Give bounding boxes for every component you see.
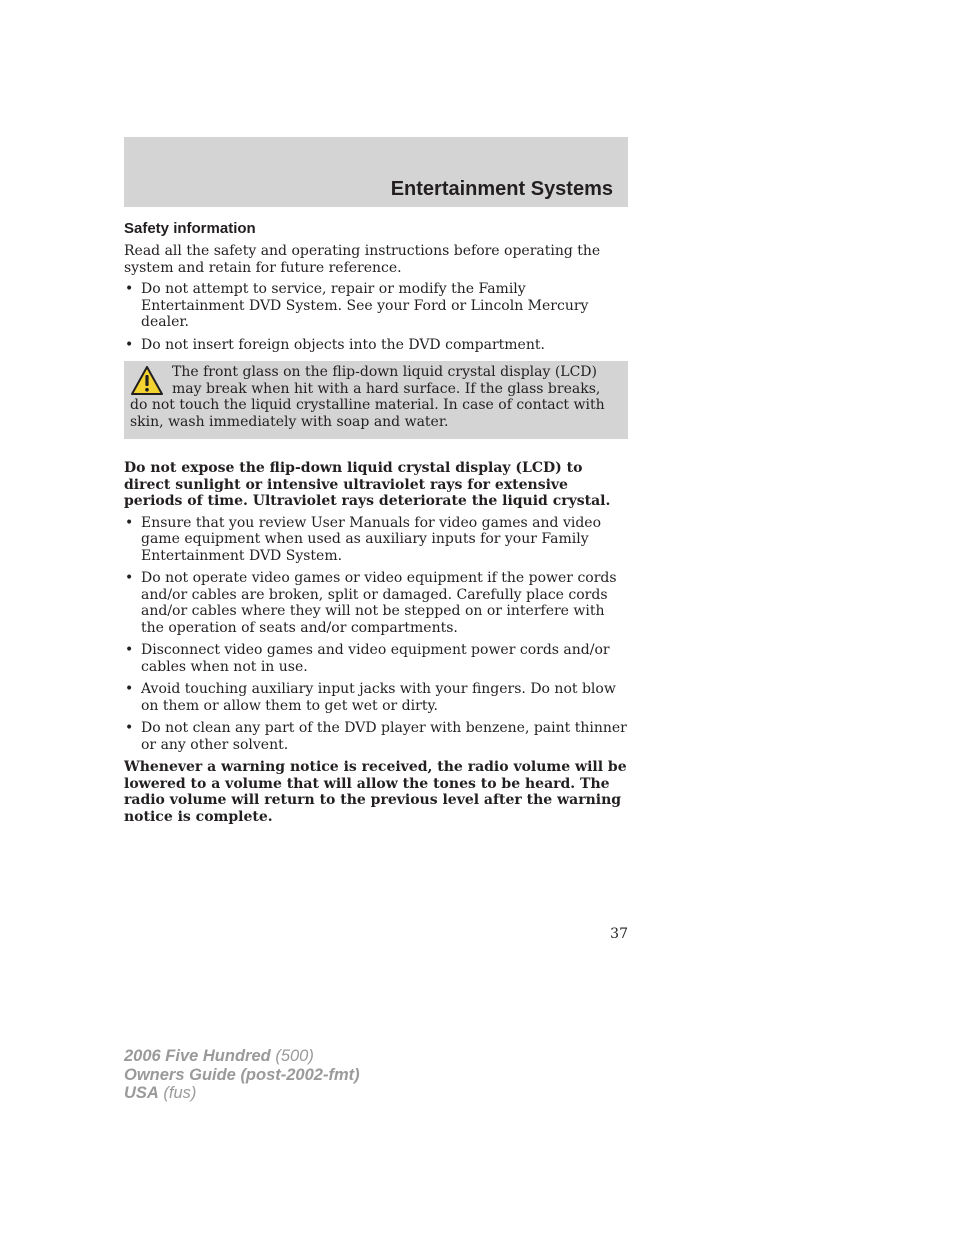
- list-item: [124, 281, 628, 331]
- bullet-mark: •: [125, 514, 134, 531]
- footer-model-code: (500): [270, 1047, 314, 1065]
- footer-guide: Owners Guide (post-2002-fmt): [124, 1065, 360, 1084]
- list-item-text: Do not operate video games or video equipment if the power cords and/or cables are broken, split or damaged. Carefully place cords and/or cables where they will not be stepped on or interfere with the operation of seats and/or compartments.: [141, 570, 617, 636]
- list-item-text: Disconnect video games and video equipment power cords and/or cables when not in use.: [141, 642, 610, 675]
- footer-line-1: [124, 1047, 360, 1066]
- list-item: [124, 681, 628, 714]
- bullet-mark: •: [125, 336, 134, 353]
- warning-box: [124, 361, 628, 439]
- page-number: 37: [610, 926, 628, 942]
- bullet-list-2: [124, 515, 628, 754]
- list-item-text: Do not attempt to service, repair or modify the Family Entertainment DVD System. See your Ford or Lincoln Mercury dealer.: [141, 281, 589, 330]
- warning-triangle-icon: [130, 365, 164, 397]
- section-heading: Safety information: [124, 220, 256, 237]
- intro-paragraph: Read all the safety and operating instructions before operating the system and retain for future reference.: [124, 243, 601, 276]
- list-item-text: Avoid touching auxiliary input jacks with your fingers. Do not blow on them or allow them to get wet or dirty.: [141, 681, 616, 714]
- bullet-mark: •: [125, 681, 134, 697]
- bullet-list-1: [124, 281, 628, 353]
- footer-market: USA: [124, 1084, 159, 1102]
- main-content: [124, 220, 628, 830]
- list-item: [124, 337, 628, 354]
- bullet-mark: •: [125, 570, 134, 586]
- footer-line-3: [124, 1084, 360, 1103]
- bullet-mark: •: [125, 642, 134, 658]
- footer-line-2: [124, 1066, 360, 1085]
- page-title: Entertainment Systems: [390, 178, 613, 200]
- list-item: [124, 515, 628, 565]
- bold-notice-radio: Whenever a warning notice is received, the radio volume will be lowered to a volume that will allow the tones to be heard. The radio volume will return to the previous level after the warning notice is complete.: [124, 759, 627, 825]
- header-band: [124, 137, 628, 207]
- footer: [124, 1047, 360, 1103]
- list-item: [124, 570, 628, 636]
- footer-model: 2006 Five Hundred: [124, 1047, 271, 1065]
- list-item-text: Do not clean any part of the DVD player with benzene, paint thinner or any other solvent.: [141, 720, 627, 753]
- list-item-text: Ensure that you review User Manuals for video games and video game equipment when used as auxiliary inputs for your Family Entertainment DVD System.: [141, 514, 602, 564]
- warning-text: The front glass on the flip-down liquid crystal display (LCD) may break when hit with a hard surface. If the glass breaks, do not touch the liquid crystalline material. In case of contact with skin, wash immediately with soap and water.: [130, 364, 605, 430]
- footer-market-code: (fus): [158, 1084, 197, 1102]
- list-item-text: Do not insert foreign objects into the DVD compartment.: [141, 336, 545, 353]
- list-item: [124, 720, 628, 753]
- bullet-mark: •: [125, 281, 134, 297]
- bold-notice-lcd: Do not expose the flip-down liquid crystal display (LCD) to direct sunlight or intensive ultraviolet rays for extensive periods of time. Ultraviolet rays deteriorate the liquid crystal.: [124, 460, 611, 509]
- bullet-mark: •: [125, 720, 134, 736]
- list-item: [124, 642, 628, 675]
